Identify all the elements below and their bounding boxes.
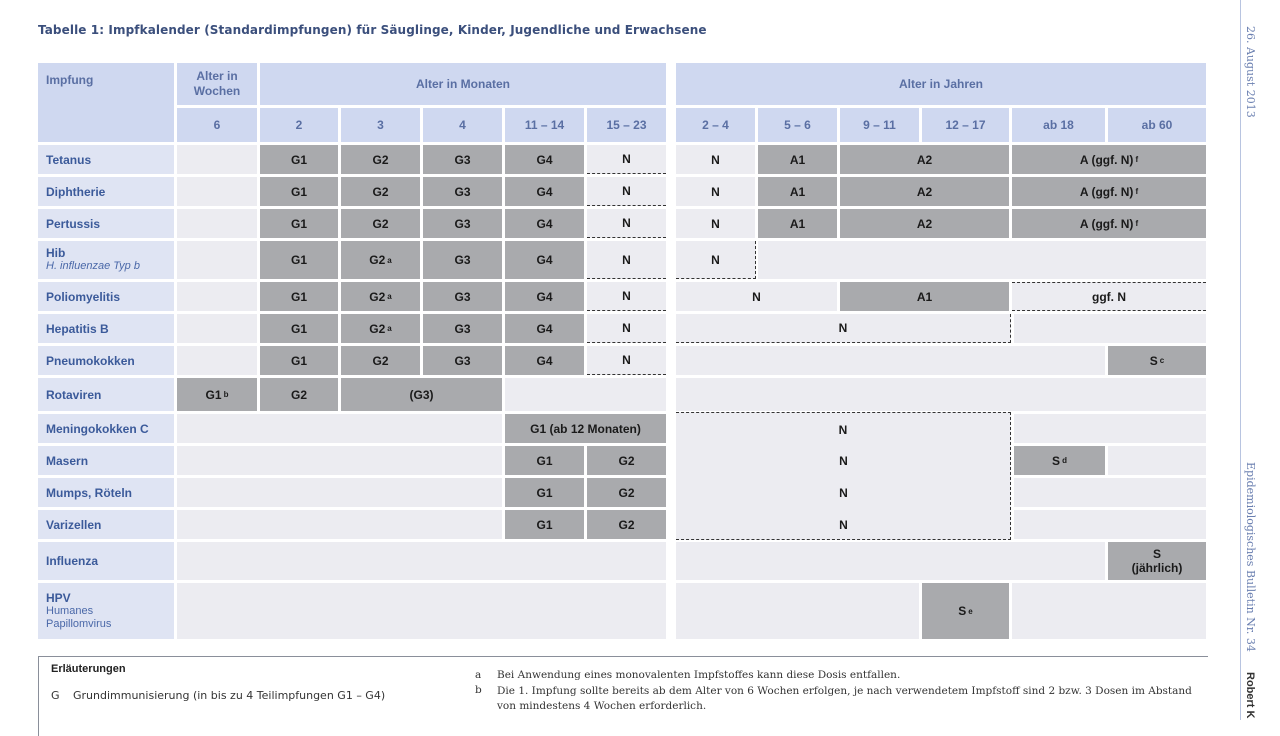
- row-pertussis: Pertussis: [38, 209, 174, 238]
- dose-cell: G2 a: [341, 282, 420, 311]
- catch-up-region: N: [676, 412, 1011, 540]
- empty-cell: [177, 542, 666, 580]
- row-mumps-roeteln: Mumps, Röteln: [38, 478, 174, 507]
- header-alter-wochen: Alter in Wochen: [177, 63, 257, 105]
- catch-up-label: N: [839, 485, 848, 500]
- dose-cell: G4: [505, 145, 584, 174]
- row-tetanus: Tetanus: [38, 145, 174, 174]
- age-2-4y: 2 – 4: [676, 108, 755, 142]
- dose-cell: A2: [840, 177, 1009, 206]
- age-ab18: ab 18: [1012, 108, 1105, 142]
- age-15-23m: 15 – 23: [587, 108, 666, 142]
- dose-cell: N: [587, 177, 666, 206]
- dose-cell: G1: [260, 241, 338, 279]
- dose-cell: G1: [260, 346, 338, 375]
- empty-cell: [1014, 510, 1206, 539]
- dose-cell: G2: [587, 510, 666, 539]
- publisher-name: Robert K: [1244, 672, 1256, 719]
- empty-cell: [1014, 314, 1206, 343]
- journal-name: Epidemiologisches Bulletin Nr. 34: [1244, 462, 1257, 652]
- dose-cell: G2 a: [341, 241, 420, 279]
- empty-cell: [177, 346, 257, 375]
- empty-cell: [676, 378, 1206, 411]
- footnote-b: b Die 1. Impfung sollte bereits ab dem Alter von 6 Wochen erfolgen, je nach verwendetem Impfstoff sind 2 bzw. 3 Dosen im Abstand von mindestens 4 Wochen erforderlich.: [475, 684, 1192, 712]
- row-rotaviren: Rotaviren: [38, 378, 174, 411]
- dose-cell: G2: [341, 145, 420, 174]
- dose-cell: G1 b: [177, 378, 257, 411]
- empty-cell: [1012, 583, 1206, 639]
- empty-cell: [177, 209, 257, 238]
- dose-cell: A1: [758, 209, 837, 238]
- dose-cell: G1: [260, 145, 338, 174]
- row-influenza: Influenza: [38, 542, 174, 580]
- legend-g: G Grundimmunisierung (in bis zu 4 Teilimpfungen G1 – G4): [51, 689, 386, 702]
- legend-title: Erläuterungen: [51, 663, 126, 675]
- empty-cell: [177, 314, 257, 343]
- dose-cell: A2: [840, 209, 1009, 238]
- empty-cell: [676, 583, 919, 639]
- age-9-11y: 9 – 11: [840, 108, 919, 142]
- dose-cell: G4: [505, 282, 584, 311]
- dose-cell: A (ggf. N) f: [1012, 177, 1206, 206]
- catch-up-label: N: [839, 517, 848, 532]
- dose-cell: G3: [423, 314, 502, 343]
- age-3m: 3: [341, 108, 420, 142]
- dose-cell: N: [587, 346, 666, 375]
- dose-cell: G2: [341, 346, 420, 375]
- dose-cell: G1: [260, 177, 338, 206]
- row-diphtherie: Diphtherie: [38, 177, 174, 206]
- empty-cell: [177, 583, 666, 639]
- empty-cell: [177, 478, 502, 507]
- footnote-a: a Bei Anwendung eines monovalenten Impfstoffes kann diese Dosis entfallen.: [475, 669, 901, 681]
- row-varizellen: Varizellen: [38, 510, 174, 539]
- legend-box: [38, 656, 1208, 736]
- empty-cell: [177, 177, 257, 206]
- dose-cell: S (jährlich): [1108, 542, 1206, 580]
- dose-cell: G2: [587, 478, 666, 507]
- dose-cell: G1: [505, 510, 584, 539]
- row-pneumokokken: Pneumokokken: [38, 346, 174, 375]
- empty-cell: [1014, 478, 1206, 507]
- age-4m: 4: [423, 108, 502, 142]
- age-12-17y: 12 – 17: [922, 108, 1009, 142]
- empty-cell: [505, 378, 666, 411]
- empty-cell: [758, 241, 1206, 279]
- dose-cell: G2: [587, 446, 666, 475]
- dose-cell: A1: [758, 145, 837, 174]
- dose-cell: N: [587, 145, 666, 174]
- age-5-6y: 5 – 6: [758, 108, 837, 142]
- header-impfung: Impfung: [38, 63, 174, 142]
- dose-cell: N: [676, 282, 837, 311]
- empty-cell: [177, 145, 257, 174]
- dose-cell: G1: [505, 478, 584, 507]
- row-hepatitis-b: Hepatitis B: [38, 314, 174, 343]
- dose-cell: G1: [260, 314, 338, 343]
- dose-cell: N: [587, 209, 666, 238]
- dose-cell: S c: [1108, 346, 1206, 375]
- age-6w: 6: [177, 108, 257, 142]
- dose-cell: S d: [1014, 446, 1105, 475]
- dose-cell: G1: [505, 446, 584, 475]
- dose-cell: G4: [505, 209, 584, 238]
- empty-cell: [177, 510, 502, 539]
- margin-rule: [1240, 0, 1241, 720]
- header-alter-jahren: Alter in Jahren: [676, 63, 1206, 105]
- dose-cell: N: [676, 241, 756, 279]
- dose-cell: A1: [840, 282, 1009, 311]
- dose-cell: G3: [423, 177, 502, 206]
- dose-cell: G1: [260, 282, 338, 311]
- empty-cell: [177, 414, 502, 443]
- age-2m: 2: [260, 108, 338, 142]
- dose-cell: G4: [505, 346, 584, 375]
- row-hpv: HPV Humanes Papillomvirus: [38, 583, 174, 639]
- empty-cell: [676, 542, 1105, 580]
- footnotes: [475, 669, 1205, 717]
- dose-cell: A (ggf. N) f: [1012, 145, 1206, 174]
- dose-cell: G3: [423, 209, 502, 238]
- empty-cell: [1014, 414, 1206, 443]
- dose-cell: N: [587, 314, 666, 343]
- dose-cell: G1 (ab 12 Monaten): [505, 414, 666, 443]
- dose-cell: G3: [423, 241, 502, 279]
- table-title: Tabelle 1: Impfkalender (Standardimpfungen) für Säuglinge, Kinder, Jugendliche und Erwachsene: [38, 23, 707, 37]
- dose-cell: G4: [505, 314, 584, 343]
- dose-cell: G2: [341, 209, 420, 238]
- dose-cell: (G3): [341, 378, 502, 411]
- dose-cell: N: [676, 209, 755, 238]
- empty-cell: [177, 241, 257, 279]
- issue-date: 26. August 2013: [1244, 26, 1257, 118]
- dose-cell: G2 a: [341, 314, 420, 343]
- empty-cell: [676, 346, 1105, 375]
- age-ab60: ab 60: [1108, 108, 1206, 142]
- dose-cell: G4: [505, 177, 584, 206]
- dose-cell: A1: [758, 177, 837, 206]
- dose-cell: N: [676, 314, 1011, 343]
- dose-cell: A (ggf. N) f: [1012, 209, 1206, 238]
- dose-cell: G2: [341, 177, 420, 206]
- empty-cell: [1108, 446, 1206, 475]
- dose-cell: G3: [423, 145, 502, 174]
- dose-cell: N: [676, 177, 755, 206]
- catch-up-label: N: [839, 453, 848, 468]
- empty-cell: [177, 282, 257, 311]
- dose-cell: G2: [260, 378, 338, 411]
- dose-cell: G1: [260, 209, 338, 238]
- dose-cell: N: [587, 241, 666, 279]
- dose-cell: N: [676, 145, 755, 174]
- row-meningokokken-c: Meningokokken C: [38, 414, 174, 443]
- row-hib: Hib H. influenzae Typ b: [38, 241, 174, 279]
- dose-cell: S e: [922, 583, 1009, 639]
- row-poliomyelitis: Poliomyelitis: [38, 282, 174, 311]
- empty-cell: [177, 446, 502, 475]
- dose-cell: A2: [840, 145, 1009, 174]
- row-masern: Masern: [38, 446, 174, 475]
- age-11-14m: 11 – 14: [505, 108, 584, 142]
- dose-cell: G3: [423, 346, 502, 375]
- dose-cell: ggf. N: [1012, 282, 1206, 311]
- dose-cell: N: [587, 282, 666, 311]
- dose-cell: G3: [423, 282, 502, 311]
- dose-cell: G4: [505, 241, 584, 279]
- header-alter-monaten: Alter in Monaten: [260, 63, 666, 105]
